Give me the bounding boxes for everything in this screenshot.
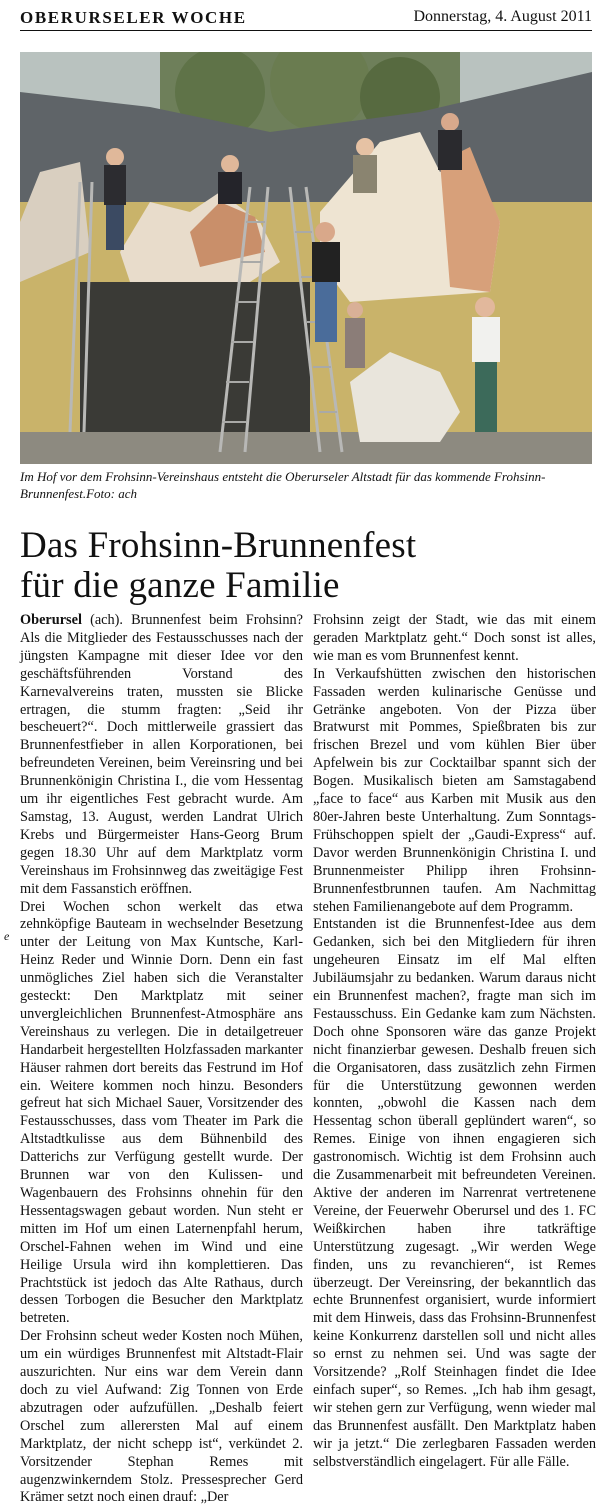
article-headline bbox=[20, 526, 592, 606]
article-paragraph bbox=[20, 612, 303, 899]
article-paragraph: Frohsinn zeigt der Stadt, wie das mit einem geraden Marktplatz geht.“ Doch sonst ist alles, wie man es vom Brunnenfest kennt. bbox=[313, 612, 596, 664]
headline-line-1: Das Frohsinn-Brunnenfest bbox=[20, 525, 417, 566]
publication-name: OBERURSELER WOCHE bbox=[20, 8, 247, 27]
dateline: Oberursel bbox=[20, 612, 82, 628]
article-paragraph: Der Frohsinn scheut weder Kosten noch Mühen, um ein würdiges Brunnenfest mit Altstadt-Flair auszurichten. Nur eins war dem Verein dann doch zu viel Aufwand: Zig Tonnen von Erde abzutragen oder aufzufüllen. „Deshalb feiert Orschel zum allerersten Mal auf einem Marktplatz, der nicht schepp ist“, verkündet 2. Vorsitzender Stephan Remes mit augenzwinkerndem Stolz. Pressesprecher Gerd Krämer setzt noch einen drauf: „Der bbox=[20, 1328, 303, 1506]
photo-caption: Im Hof vor dem Frohsinn-Vereinshaus entsteht die Oberurseler Altstadt für das kommende Frohsinn-Brunnenfest.Foto: ach bbox=[20, 469, 546, 501]
masthead bbox=[20, 6, 592, 31]
article-paragraph: In Verkaufshütten zwischen den historischen Fassaden werden kulinarische Genüsse und Getränke angeboten. Von der Pizza über Bratwurst mit Pommes, Spießbraten bis zur frischen Brezel und vom kühlen Bier über Apfelwein bis zur Cocktailbar spannt sich der Bogen. Musikalisch bieten am Samstagabend „face to face“ aus Karben mit Musik aus den 80er-Jahren beste Unterhaltung. Zum Sonntags-Frühschoppen spielt der „Gaudi-Express“ auf. Davor werden Brunnenkönigin Christina I. und Brunnenmeister Philipp ihren Frohsinn-Brunnenfestbrunnen taufen. Am Nachmittag stehen Familienangebote auf dem Programm. bbox=[313, 665, 596, 915]
article-photo bbox=[20, 52, 592, 464]
photo-illustration bbox=[20, 52, 592, 464]
article-column-right bbox=[313, 612, 596, 1472]
paragraph-text: (ach). Brunnenfest beim Frohsinn? Als die Mitglieder des Festausschusses nach der jüngsten Kampagne mit dieser Idee vor den geschäftsführenden Vorstand des Karnevalvereins traten, mussten sie Blicke ertragen, die stumm fragten: „Seid ihr bescheuert?“. Doch mittlerweile grassiert das Brunnenfestfieber in allen Korporationen, bei befreundeten Vereinen, beim Vereinsring und bei Brunnenkönigin Christina I., die vom Hessentag um ihr eigentliches Fest gebracht wurde. Am Samstag, 13. August, werden Landrat Ulrich Krebs und Bürgermeister Hans-Georg Brum gegen 18.30 Uhr auf dem Marktplatz vorm Vereinshaus im Frohsinnweg das zweitägige Fest mit dem Fassanstich eröffnen. bbox=[20, 612, 303, 897]
headline-line-2: für die ganze Familie bbox=[20, 565, 340, 606]
margin-mark: e bbox=[4, 929, 10, 943]
issue-date: Donnerstag, 4. August 2011 bbox=[413, 8, 592, 25]
article-paragraph: Entstanden ist die Brunnenfest-Idee aus dem Gedanken, sich bei den Mitgliedern für ihren ungeheuren Einsatz im elf Mal elften Jubiläumsjahr zu bedanken. Warum daraus nicht ein Brunnenfest machen?, fragte man sich im Festausschuss. Ein Gedanke kam zum Nächsten. Doch ohne Sponsoren wäre das ganze Projekt nicht finanzierbar gewesen. Deshalb freuen sich die Organisatoren, dass zusätzlich zehn Firmen für die Unterstützung gewonnen werden konnten, „obwohl die Kassen nach dem Hessentag schon überall geplündert waren“, so Remes. Einige von ihnen engagieren sich gastronomisch. Wichtig ist dem Frohsinn auch die Zusammenarbeit mit befreundeten Vereinen. Aktive der anderen im Narrenrat vertretenene Vereine, der Feuerwehr Oberursel und des 1. FC Weißkirchen haben ihre tatkräftige Unterstützung zugesagt. „Wir werden Wege finden, uns zu revanchieren“, ist Remes überzeugt. Der Vereinsring, der bekanntlich das echte Brunnenfest organisiert, wurde informiert mit dem Hinweis, dass das Frohsinn-Brunnenfest keine Konkurrenz darstellen soll und nicht alles so ernst zu nehmen sei. Und was sagte der Vorsitzende? „Rolf Steinhagen findet die Idee einfach super“, so Remes. „Ich hab ihm gesagt, wir stehen gern zur Verfügung, wenn wieder mal das Brunnenfest ausfällt. Den Marktplatz haben wir ja jetzt.“ Die zerlegbaren Fassaden werden selbstverständlich eingelagert. Für alle Fälle. bbox=[313, 916, 596, 1470]
article-column-left bbox=[20, 612, 303, 1507]
article-paragraph: Drei Wochen schon werkelt das etwa zehnköpfige Bauteam in wechselnder Besetzung unter der Leitung von Max Kuntsche, Karl-Heinz Reder und Winnie Dorn. Denn ein fast unmögliches Ziel haben sich die Veranstalter gesteckt: Den Marktplatz mit seiner unvergleichlichen Brunnenfest-Atmosphäre ans Vereinshaus zu verlegen. Die in detailgetreuer Handarbeit hergestellten Holzfassaden markanter Häuser rahmen dort bereits das Festrund im Hof ein. Weitere kommen noch hinzu. Besonders gefreut hat sich Michael Sauer, Vorsitzender des Festausschusses, dass vom Theater im Park die Altstadtkulisse aus dem Bühnenbild des Datterichs zur Verfügung gestellt wurde. Der Brunnen war von den Kulissen- und Wagenbauern des Frohsinns ohnehin für den Hessentagswagen gebaut worden. Nun steht er mitten im Hof um einen Laternenpfahl herum, Orschel-Fahnen wehen im Wind und eine Heilige Ursula wird ihn komplettieren. Das Prachtstück ist jedoch das Alte Rathaus, durch dessen Torbogen die Besucher den Marktplatz betreten. bbox=[20, 898, 303, 1327]
